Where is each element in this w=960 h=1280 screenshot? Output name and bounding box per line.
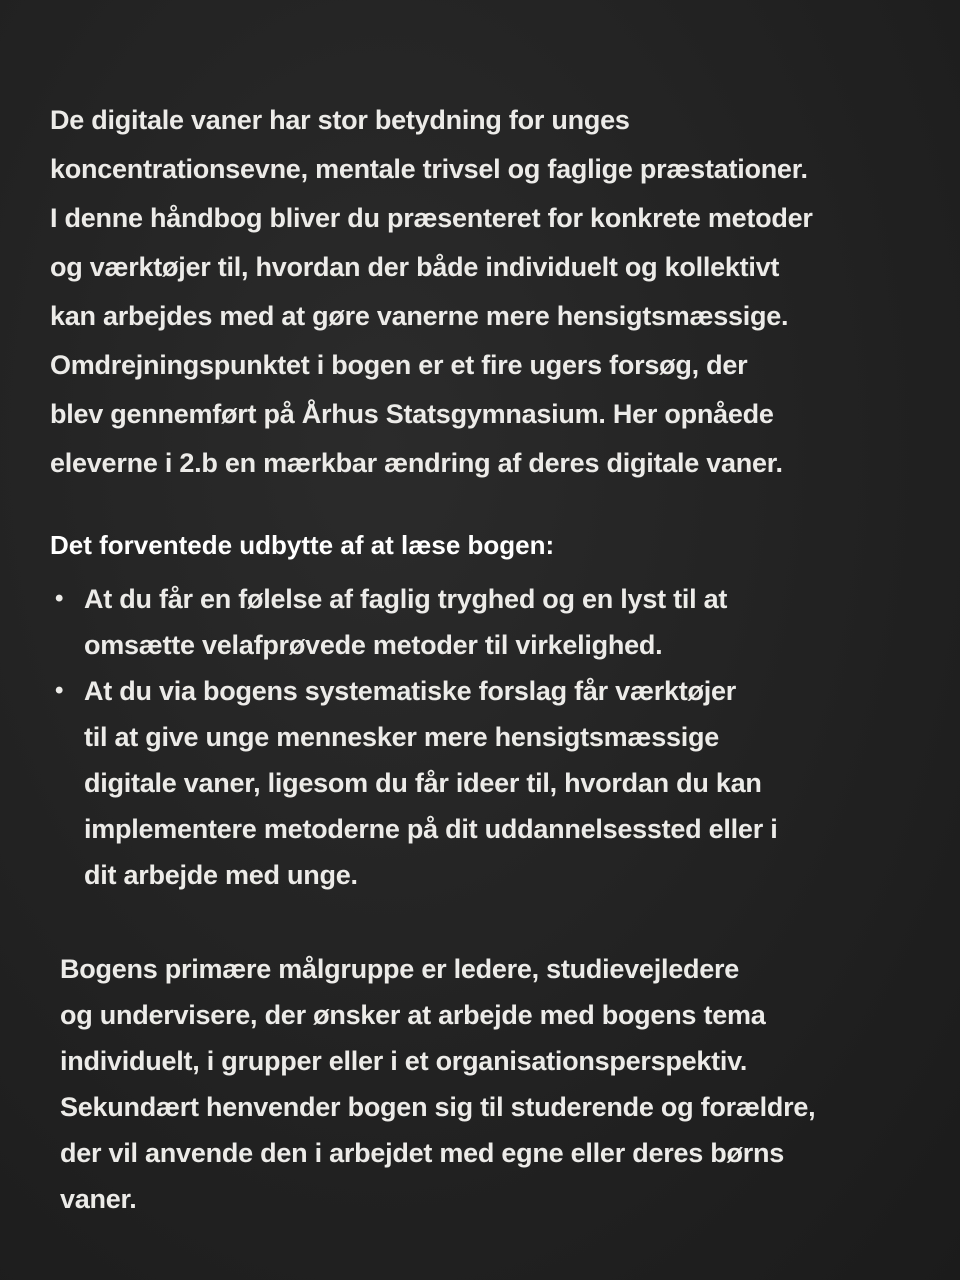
intro-line: eleverne i 2.b en mærkbar ændring af deres digitale vaner. bbox=[50, 448, 783, 478]
list-item-line: til at give unge mennesker mere hensigtsmæssige bbox=[84, 722, 719, 752]
intro-paragraph bbox=[50, 96, 900, 488]
intro-line: kan arbejdes med at gøre vanerne mere hensigtsmæssige. bbox=[50, 301, 789, 331]
list-item-line: implementere metoderne på dit uddannelsessted eller i bbox=[84, 814, 778, 844]
list-item-line: At du får en følelse af faglig tryghed og en lyst til at bbox=[84, 584, 728, 614]
benefits-list bbox=[50, 576, 900, 898]
list-item bbox=[50, 668, 900, 898]
intro-line: Omdrejningspunktet i bogen er et fire ugers forsøg, der bbox=[50, 350, 748, 380]
intro-line: De digitale vaner har stor betydning for unges bbox=[50, 105, 630, 135]
bullet-icon: • bbox=[55, 677, 64, 704]
intro-line: I denne håndbog bliver du præsenteret for konkrete metoder bbox=[50, 203, 813, 233]
closing-line: Sekundært henvender bogen sig til studerende og forældre, bbox=[60, 1092, 816, 1122]
closing-line: vaner. bbox=[60, 1184, 137, 1214]
closing-line: Bogens primære målgruppe er ledere, studievejledere bbox=[60, 954, 739, 984]
bullet-icon: • bbox=[55, 585, 64, 612]
list-item-line: digitale vaner, ligesom du får ideer til, hvordan du kan bbox=[84, 768, 762, 798]
intro-line: blev gennemført på Århus Statsgymnasium. Her opnåede bbox=[50, 399, 774, 429]
benefits-heading: Det forventede udbytte af at læse bogen: bbox=[50, 530, 555, 560]
list-item-line: At du via bogens systematiske forslag får værktøjer bbox=[84, 676, 736, 706]
closing-line: og undervisere, der ønsker at arbejde med bogens tema bbox=[60, 1000, 766, 1030]
intro-line: koncentrationsevne, mentale trivsel og faglige præstationer. bbox=[50, 154, 808, 184]
intro-line: og værktøjer til, hvordan der både individuelt og kollektivt bbox=[50, 252, 780, 282]
list-item-line: omsætte velafprøvede metoder til virkelighed. bbox=[84, 630, 663, 660]
closing-paragraph bbox=[60, 946, 900, 1222]
list-item-line: dit arbejde med unge. bbox=[84, 860, 358, 890]
closing-line: individuelt, i grupper eller i et organisationsperspektiv. bbox=[60, 1046, 748, 1076]
list-item bbox=[50, 576, 900, 668]
closing-line: der vil anvende den i arbejdet med egne eller deres børns bbox=[60, 1138, 785, 1168]
